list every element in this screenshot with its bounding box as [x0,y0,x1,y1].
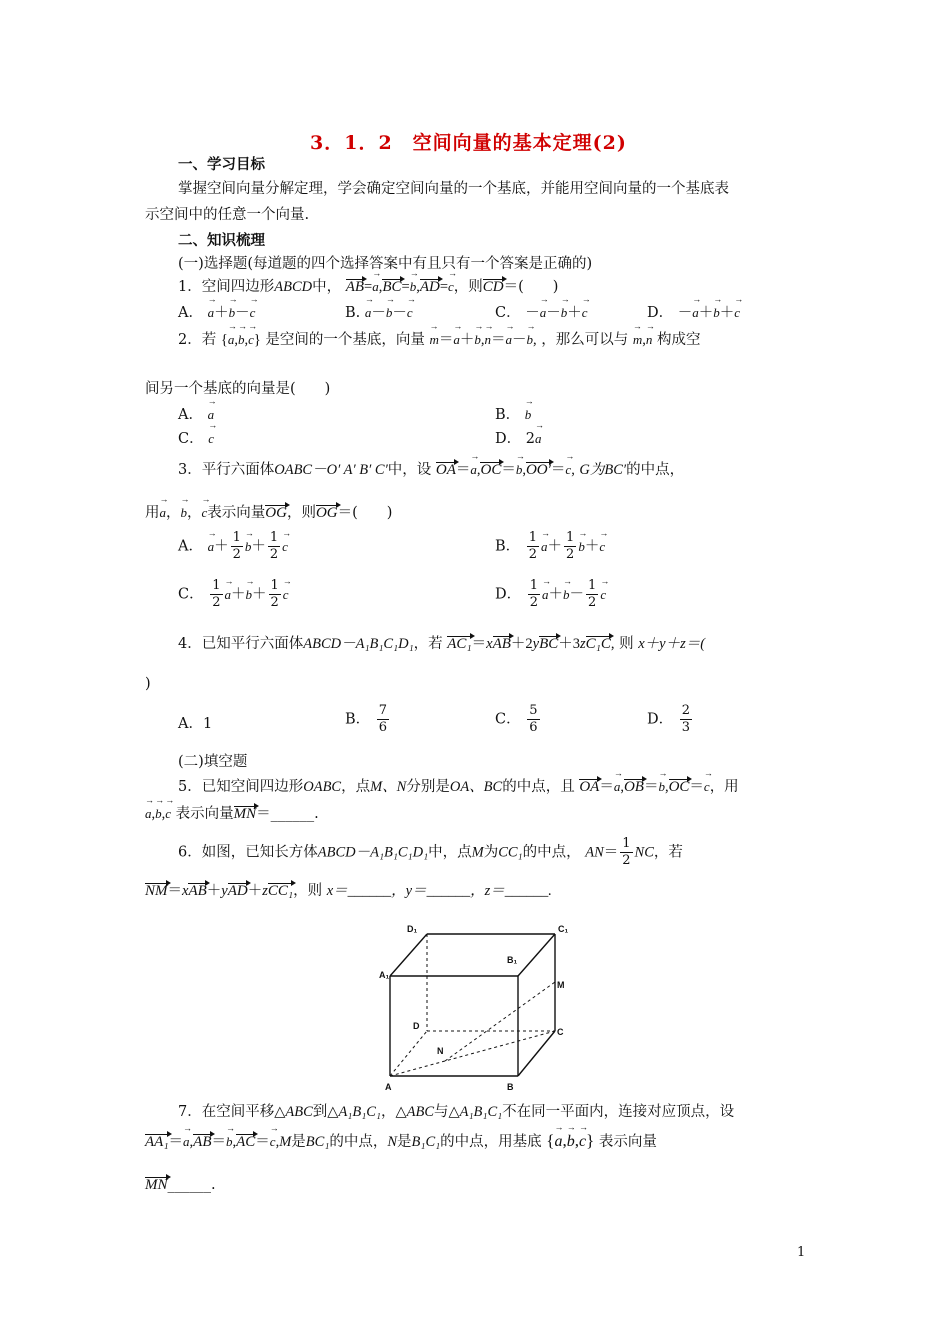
question-3-line-2: 用→ a，→ b，→ c表示向量OG，则OG＝( ) [145,501,392,522]
q1-option-b[interactable]: B. → a－→ b－→ c [345,301,413,322]
page-number: 1 [797,1245,806,1260]
segment-a-c [390,1031,555,1076]
label-n: N [437,1046,444,1056]
q3-option-a[interactable]: A． → a＋ $\frac{1}{2}$ → b＋ $\frac{1}{2}$ → c [178,530,288,563]
section-heading-goals: 一、学习目标 [178,156,265,173]
question-7-line-2: AA₁＝→ a,AB＝→ b,AC＝→ c,M是BC₁的中点，N是B₁C₁的中点，用基底 {→ a,→ b,→ c} 表示向量 [145,1130,657,1151]
q4-option-b[interactable]: B． $\frac{7}{6}$ [345,703,388,735]
label-a: A [385,1082,392,1092]
label-d1: D₁ [407,924,418,934]
q4-option-a[interactable]: A．1 [178,716,213,732]
label-a1: A₁ [379,970,390,980]
question-5: 5．已知空间四边形OABC，点M、N分别是OA、BC的中点，且 OA＝→ a,OB＝→ b,OC＝→ c，用 [178,775,739,796]
label-b1: B₁ [507,955,518,965]
question-6-line-2: NM＝xAB＋yAD＋zCC₁，则 x＝______，y＝______，z＝______. [145,883,552,899]
question-7: 7．在空间平移△ABC到△A₁B₁C₁，△ABC与△A₁B₁C₁不在同一平面内，连接对应顶点，设 [178,1104,735,1120]
goal-line-1: 掌握空间向量分解定理，学会确定空间向量的一个基底，并能用空间向量的一个基底表 [178,181,729,197]
q2-option-a[interactable]: A． → a [178,403,214,424]
q1-option-d[interactable]: D． －→ a＋→ b＋→ c [647,301,740,322]
part1-heading: (一)选择题(每道题的四个选择答案中有且只有一个答案是正确的) [178,256,593,272]
q3-option-b[interactable]: B． $\frac{1}{2}$ → a＋ $\frac{1}{2}$ → b＋→ c [495,530,605,563]
label-c: C [557,1027,564,1037]
q1-option-c[interactable]: C． －→ a－→ b＋→ c [495,301,588,322]
question-4: 4．已知平行六面体ABCD－A₁B₁C₁D₁，若 AC₁＝xAB＋2yBC＋3zC₁C, 则 x＋y＋z＝( [178,636,706,652]
q2-option-b[interactable]: B． → b [495,403,531,424]
q3-option-d[interactable]: D． $\frac{1}{2}$ → a＋→ b－ $\frac{1}{2}$ → c [495,578,606,611]
page-title: 3．1．2 空间向量的基本定理(2) [310,132,627,154]
section-heading-review: 二、知识梳理 [178,232,265,249]
q4-option-d[interactable]: D． $\frac{2}{3}$ [647,703,691,735]
question-6: 6．如图，已知长方体ABCD－A₁B₁C₁D₁中，点M为CC₁的中点， AN＝ $\frac{1}{2}$ NC，若 [178,836,683,868]
question-5-line-2: → a,→ b,→ c 表示向量MN＝______. [145,802,319,823]
part2-heading: (二)填空题 [178,754,248,770]
goal-line-2: 示空间中的任意一个向量. [145,207,310,223]
edge-b1-c1 [518,934,555,976]
label-d: D [413,1021,420,1031]
label-m: M [557,980,565,990]
edge-a-d-hidden [390,1031,427,1076]
label-b: B [507,1082,514,1092]
edge-b-c [518,1031,555,1076]
label-c1: C₁ [558,924,569,934]
q1-option-a[interactable]: A． → a＋→ b－→ c [178,301,255,322]
cuboid-figure [375,918,575,1096]
q2-option-d[interactable]: D． 2→ a [495,427,541,448]
q3-option-c[interactable]: C． $\frac{1}{2}$ → a＋→ b＋ $\frac{1}{2}$ → c [178,578,289,611]
edge-a1-d1 [390,934,427,976]
question-2-line-2: 间另一个基底的向量是( ) [145,381,331,397]
question-2: 2．若 {→ a,→ b,→ c} 是空间的一个基底，向量 → m＝→ a＋→ b,→ n＝→ a－→ b, ，那么可以与 → m,→ n 构成空 [178,328,701,349]
question-1: 1．空间四边形ABCD中， AB=→ a,BC=→ b,AD=→ c，则CD＝( ) [178,275,558,296]
question-7-line-3: MN______. [145,1177,216,1193]
segment-n-m [445,982,555,1061]
question-4-close: ) [145,676,151,692]
q2-option-c[interactable]: C． → c [178,427,214,448]
q4-option-c[interactable]: C． $\frac{5}{6}$ [495,703,538,735]
question-3: 3．平行六面体OABC－O′ A′ B′ C′中，设 OA＝→ a,OC＝→ b,OO′＝→ c, G为BC′的中点， [178,458,684,479]
